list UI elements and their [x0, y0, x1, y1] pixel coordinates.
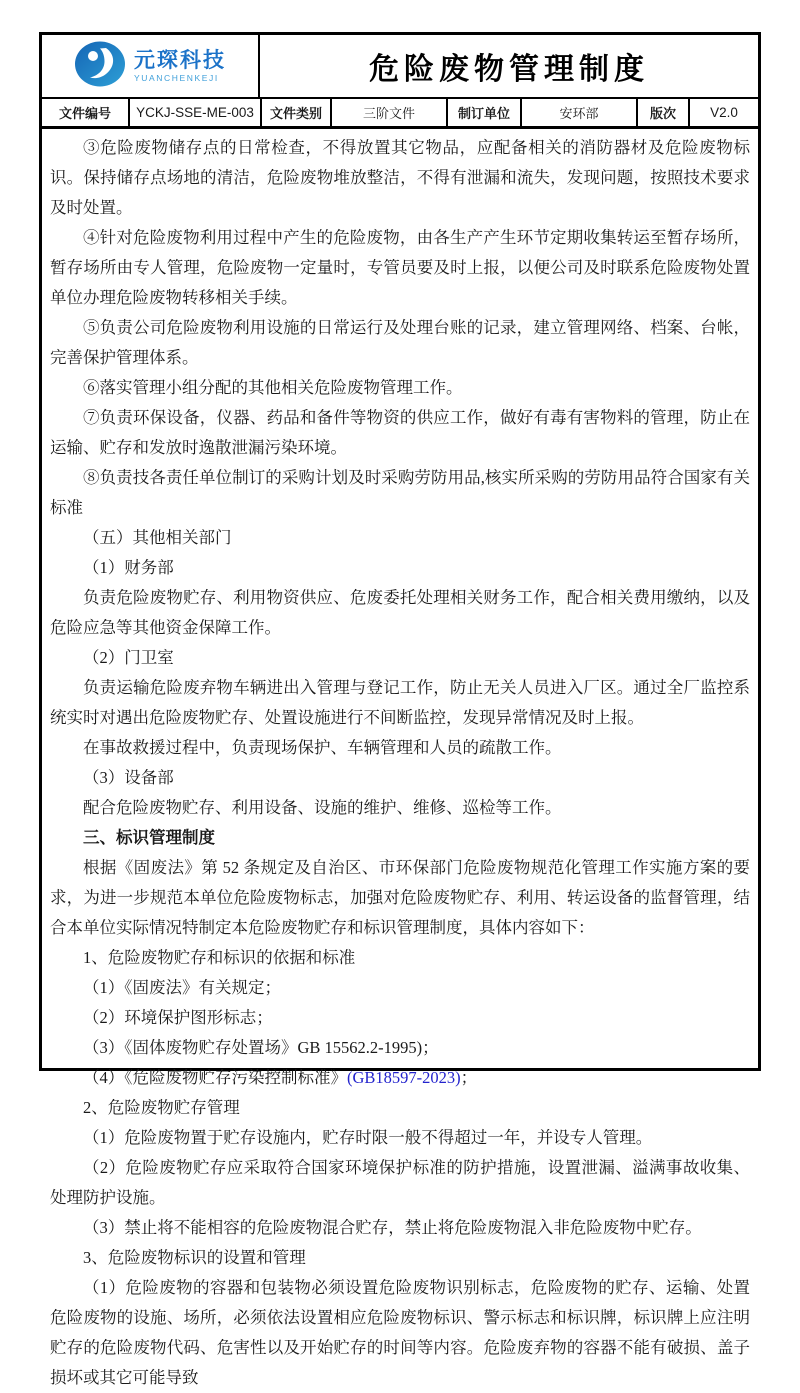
version-value: V2.0	[710, 105, 738, 120]
paragraph-label-setup-1: （1）危险废物的容器和包装物必须设置危险废物识别标志，危险废物的贮存、运输、处置危险废物的设施、场所，必须依法设置相应危险废物标识、警示标志和标识牌，标识牌上应注明贮存的危险废物代码、危害性以及开始贮存的时间等内容。危险废弃物的容器不能有破损、盖子损坏或其它可能导致	[50, 1278, 750, 1387]
list-item-gb15562: （3）《固体废物贮存处置场》GB 15562.2-1995)；	[83, 1038, 439, 1057]
issuing-unit-value: 安环部	[522, 99, 638, 126]
paragraph-equipment-duty: 配合危险废物贮存、利用设备、设施的维护、维修、巡检等工作。	[83, 798, 562, 817]
doc-number-label: 文件编号	[42, 99, 130, 126]
paragraph-item5: ⑤负责公司危险废物利用设施的日常运行及处理台账的记录，建立管理网络、档案、台帐，完善保护管理体系。	[50, 318, 750, 367]
list-item-storage-3: （3）禁止将不能相容的危险废物混合贮存，禁止将危险废物混入非危险废物中贮存。	[83, 1218, 702, 1237]
page-title: 危险废物管理制度	[369, 53, 649, 86]
swoosh-globe-icon	[74, 40, 126, 93]
subsection-heading-equipment: （3）设备部	[83, 768, 174, 787]
list-item-law: （1）《固废法》有关规定；	[83, 978, 281, 997]
document-meta-row	[42, 99, 758, 129]
paragraph-basis-intro: 根据《固废法》第 52 条规定及自治区、市环保部门危险废物规范化管理工作实施方案的要求，为进一步规范本单位危险废物标志，加强对危险废物贮存、利用、转运设备的监督管理，结合本单位实际情况特制定本危险废物贮存和标识管理制度，具体内容如下：	[50, 858, 750, 937]
subsection-heading-finance: （1）财务部	[83, 558, 174, 577]
doc-category-value: 三阶文件	[332, 99, 448, 126]
doc-category-label: 文件类别	[262, 99, 332, 126]
issuing-unit-label: 制订单位	[448, 99, 522, 126]
doc-number-value: YCKJ-SSE-ME-003	[130, 99, 262, 126]
list-item-storage-2: （2）危险废物贮存应采取符合国家环境保护标准的防护措施，设置泄漏、溢满事故收集、处理防护设施。	[50, 1158, 750, 1207]
company-logo	[42, 35, 260, 97]
brand-name-en: YUANCHENKEJI	[134, 72, 219, 83]
list-heading-basis: 1、危险废物贮存和标识的依据和标准	[83, 948, 356, 967]
list-item-gb18597	[50, 1063, 750, 1093]
version-label: 版次	[638, 99, 690, 126]
paragraph-item8: ⑧负责技各责任单位制订的采购计划及时采购劳防用品,核实所采购的劳防用品符合国家有关标准	[50, 468, 750, 517]
brand-name-cn: 元琛科技	[134, 48, 226, 72]
title-cell	[260, 35, 758, 97]
standard-link[interactable]: (GB18597-2023)	[347, 1068, 461, 1087]
paragraph-gatehouse-duty-2: 在事故救援过程中，负责现场保护、车辆管理和人员的疏散工作。	[83, 738, 562, 757]
document-frame	[39, 32, 761, 1387]
subsection-heading-other-departments: （五）其他相关部门	[83, 528, 232, 547]
list-item-storage-1: （1）危险废物置于贮存设施内，贮存时限一般不得超过一年，并设专人管理。	[83, 1128, 653, 1147]
list-item-gb18597-pre: （4）《危险废物贮存污染控制标准》	[83, 1068, 347, 1087]
document-header	[42, 35, 758, 99]
document-body	[42, 129, 758, 1387]
paragraph-item6: ⑥落实管理小组分配的其他相关危险废物管理工作。	[83, 378, 463, 397]
list-item-gb18597-post: ；	[460, 1068, 478, 1087]
list-heading-storage-management: 2、危险废物贮存管理	[83, 1098, 240, 1117]
subsection-heading-gatehouse: （2）门卫室	[83, 648, 174, 667]
logo-wordmark	[134, 50, 226, 83]
paragraph-item4: ④针对危险废物利用过程中产生的危险废物，由各生产产生环节定期收集转运至暂存场所，暂存场所由专人管理，危险废物一定量时，专管员要及时上报，以便公司及时联系危险废物处置单位办理危险废物转移相关手续。	[50, 228, 750, 307]
paragraph-finance-duty: 负责危险废物贮存、利用物资供应、危废委托处理相关财务工作，配合相关费用缴纳，以及危险应急等其他资金保障工作。	[50, 588, 750, 637]
list-heading-label-setup: 3、危险废物标识的设置和管理	[83, 1248, 306, 1267]
paragraph-gatehouse-duty-1: 负责运输危险废弃物车辆进出入管理与登记工作，防止无关人员进入厂区。通过全厂监控系统实时对遇出危险废物贮存、处置设施进行不间断监控，发现异常情况及时上报。	[50, 678, 750, 727]
section-heading-label-management: 三、标识管理制度	[83, 828, 215, 847]
paragraph-item7: ⑦负责环保设备，仪器、药品和备件等物资的供应工作，做好有毒有害物料的管理，防止在运输、贮存和发放时逸散泄漏污染环境。	[50, 408, 750, 457]
list-item-graphic-signs: （2）环境保护图形标志；	[83, 1008, 273, 1027]
paragraph-item3: ③危险废物储存点的日常检查，不得放置其它物品，应配备相关的消防器材及危险废物标识。保持储存点场地的清洁，危险废物堆放整洁，不得有泄漏和流失，发现问题，按照技术要求及时处置。	[50, 138, 750, 217]
